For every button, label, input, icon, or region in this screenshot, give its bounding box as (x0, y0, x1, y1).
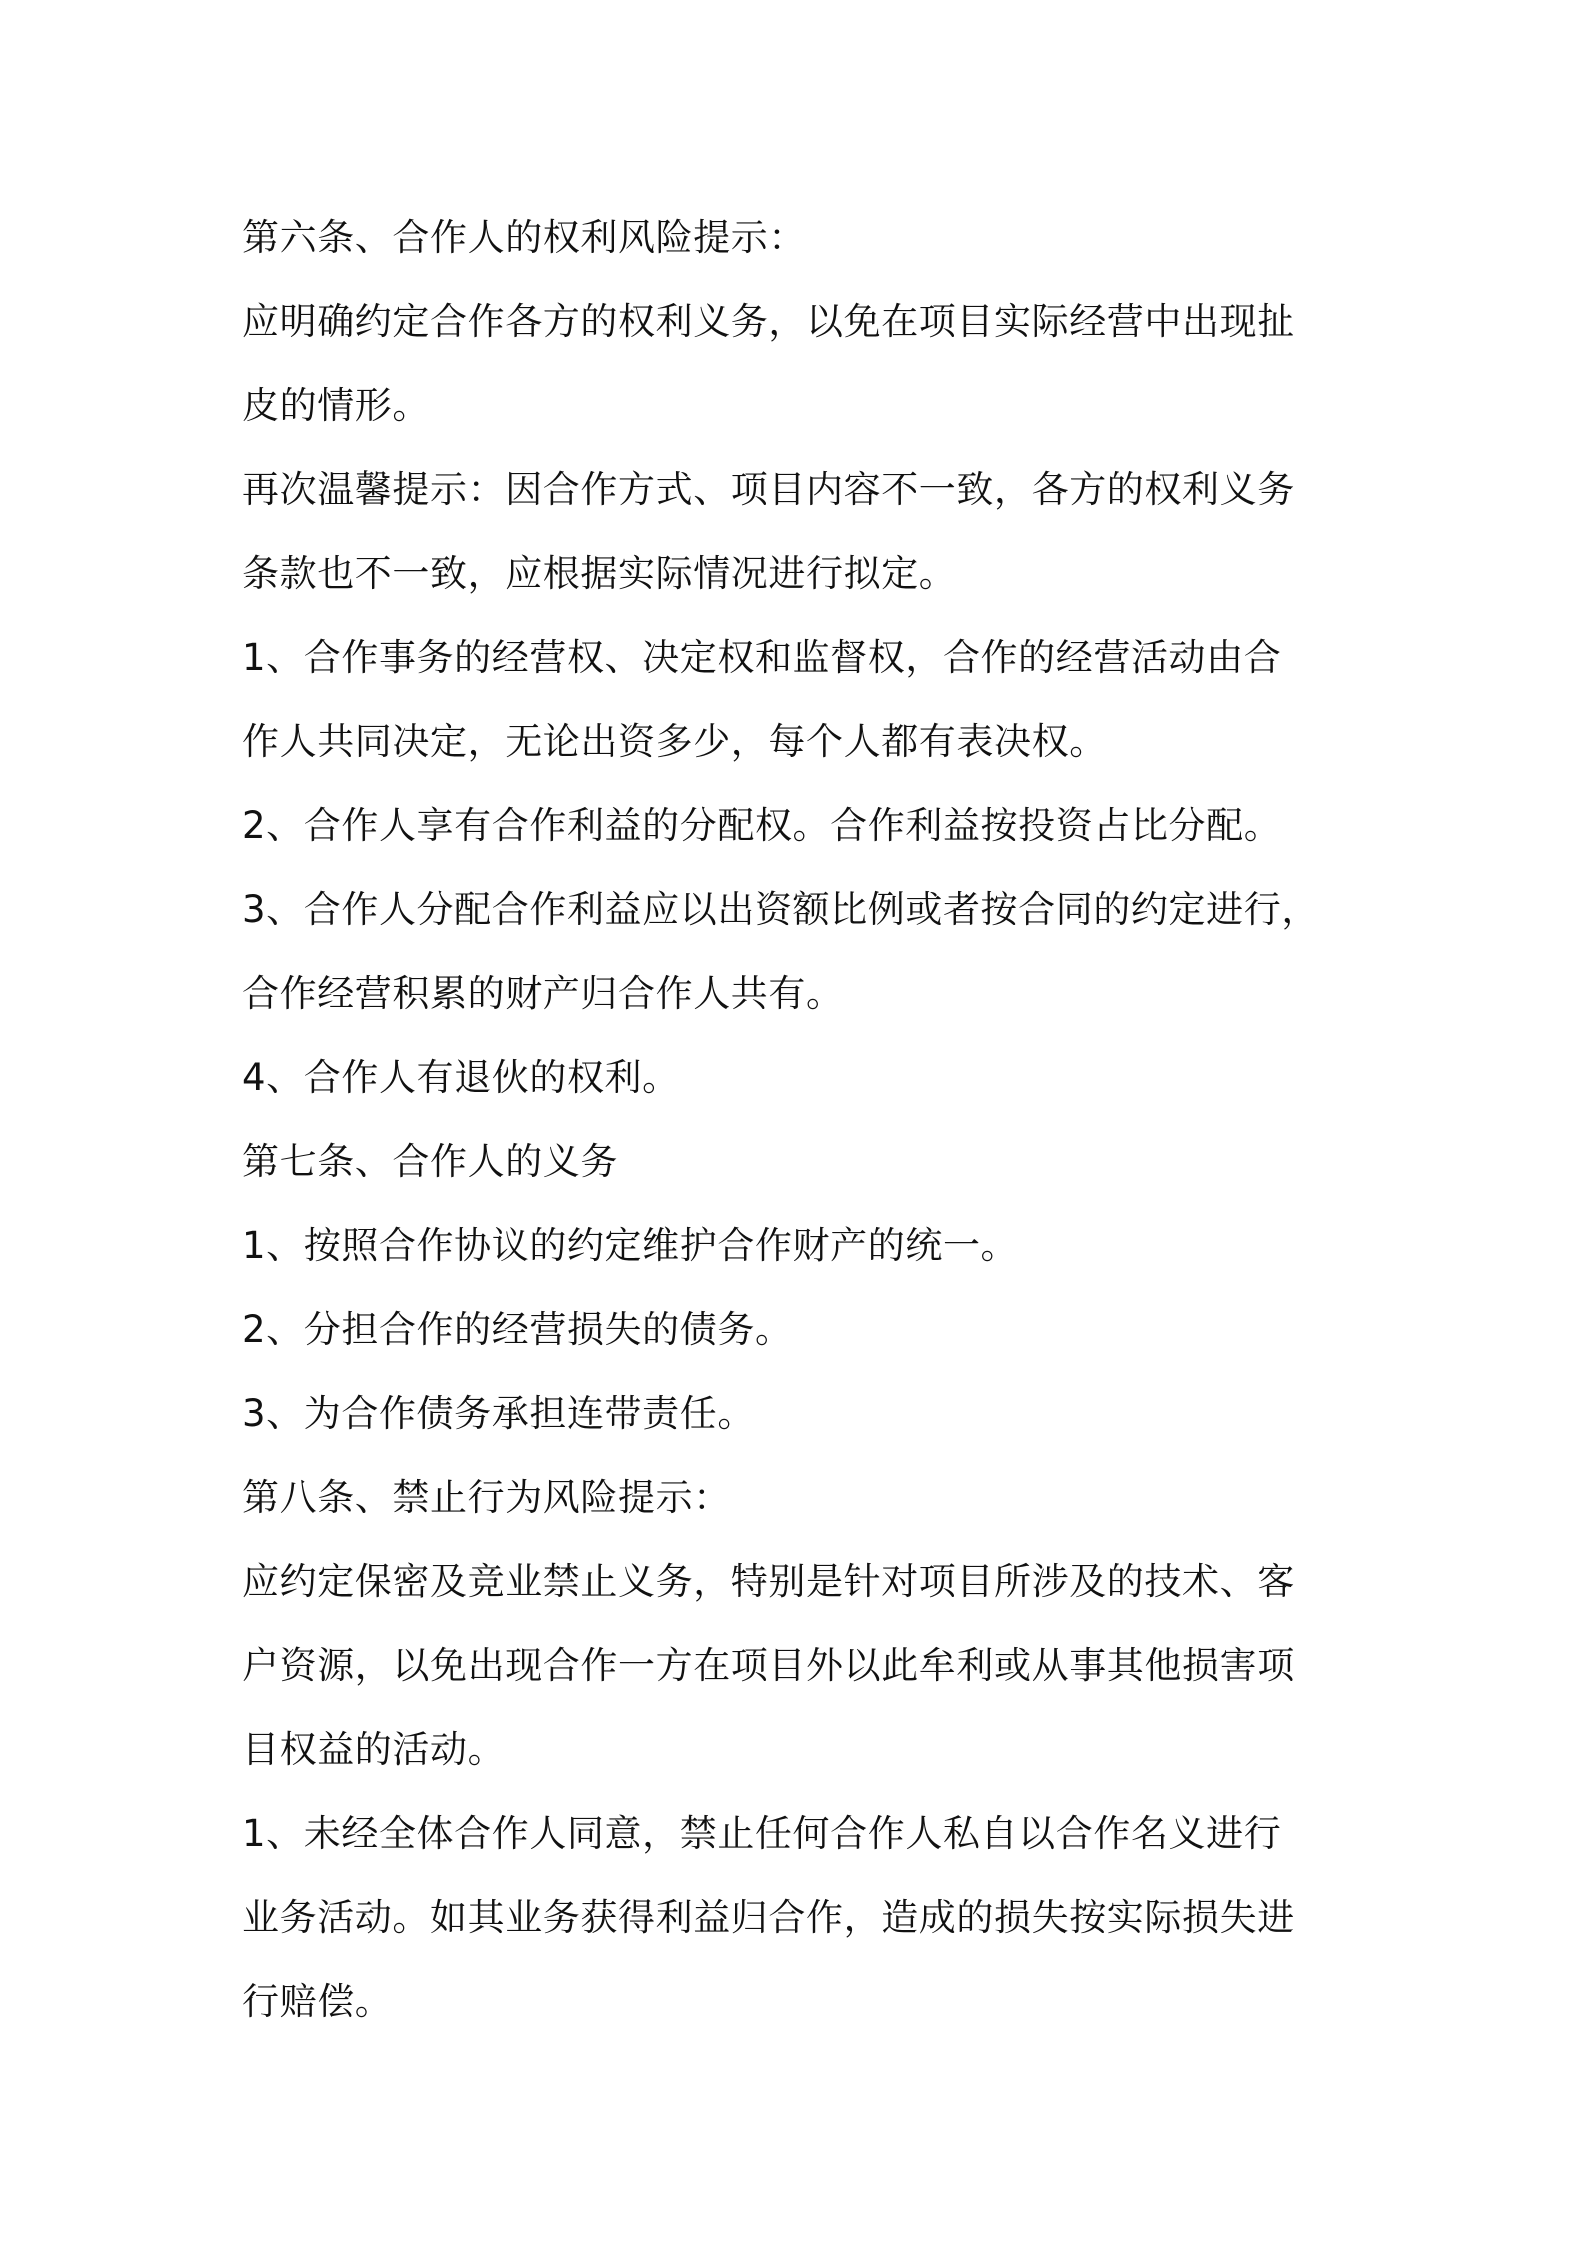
article-6-item-3-line: 3、合作人分配合作利益应以出资额比例或者按合同的约定进行， (242, 888, 1319, 931)
article-6-item-4: 4、合作人有退伙的权利。 (242, 1056, 680, 1099)
article-7-heading: 第七条、合作人的义务 (242, 1140, 618, 1183)
article-8-text-line: 目权益的活动。 (242, 1728, 506, 1771)
article-6-heading: 第六条、合作人的权利风险提示： (242, 216, 806, 259)
reminder-text-line: 条款也不一致，应根据实际情况进行拟定。 (242, 552, 957, 595)
article-8-item-1-line: 行赔偿。 (242, 1980, 393, 2023)
article-6-item-2: 2、合作人享有合作利益的分配权。合作利益按投资占比分配。 (242, 804, 1282, 847)
article-6-item-1-line: 作人共同决定，无论出资多少，每个人都有表决权。 (242, 720, 1107, 763)
article-6-item-1-line: 1、合作事务的经营权、决定权和监督权，合作的经营活动由合 (242, 636, 1282, 679)
article-7-item-2: 2、分担合作的经营损失的债务。 (242, 1308, 793, 1351)
article-8-heading: 第八条、禁止行为风险提示： (242, 1476, 731, 1519)
article-7-item-3: 3、为合作债务承担连带责任。 (242, 1392, 755, 1435)
article-8-text-line: 户资源，以免出现合作一方在项目外以此牟利或从事其他损害项 (242, 1644, 1295, 1687)
article-7-item-1: 1、按照合作协议的约定维护合作财产的统一。 (242, 1224, 1019, 1267)
article-8-item-1-line: 业务活动。如其业务获得利益归合作，造成的损失按实际损失进 (242, 1896, 1295, 1939)
article-8-item-1-line: 1、未经全体合作人同意，禁止任何合作人私自以合作名义进行 (242, 1812, 1282, 1855)
article-6-item-3-line: 合作经营积累的财产归合作人共有。 (242, 972, 844, 1015)
document-body (242, 196, 1366, 2044)
article-6-text-line: 应明确约定合作各方的权利义务，以免在项目实际经营中出现扯 (242, 300, 1295, 343)
article-8-text-line: 应约定保密及竞业禁止义务，特别是针对项目所涉及的技术、客 (242, 1560, 1295, 1603)
article-6-text-line: 皮的情形。 (242, 384, 430, 427)
reminder-text-line: 再次温馨提示：因合作方式、项目内容不一致，各方的权利义务 (242, 468, 1295, 511)
